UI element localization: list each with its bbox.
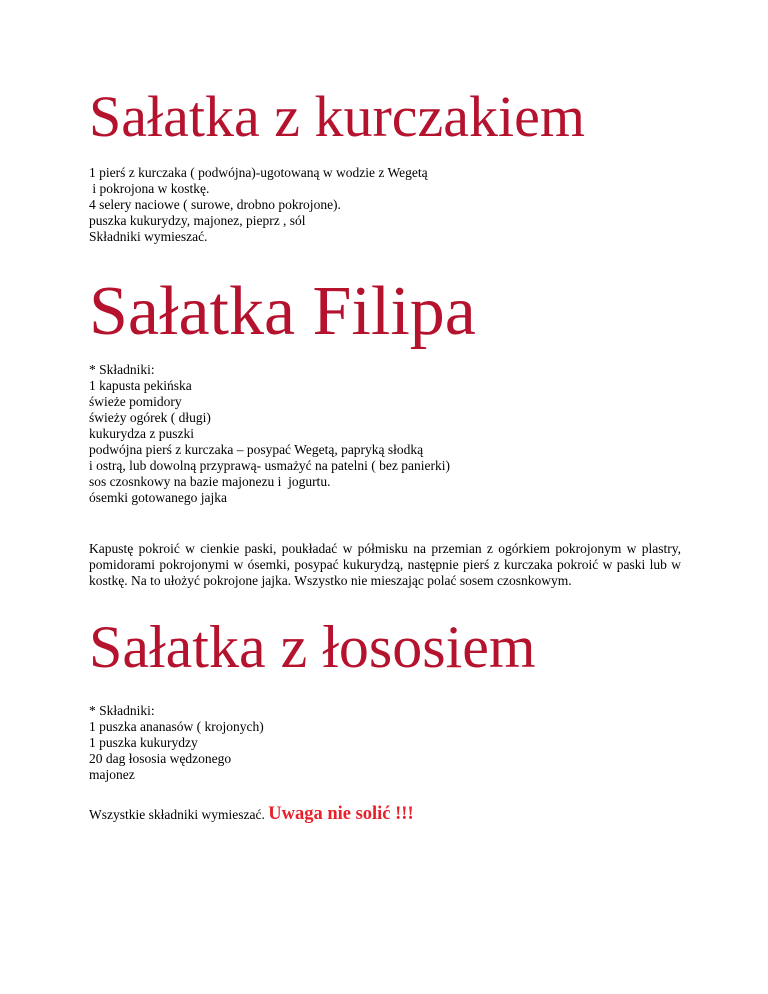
recipe-title-filip: Sałatka Filipa [89, 273, 476, 350]
ingredient-line: 20 dag łososia wędzonego [89, 751, 232, 766]
warning-no-salt: Uwaga nie solić !!! [268, 804, 414, 824]
ingredient-line: 4 selery naciowe ( surowe, drobno pokrojone). [89, 197, 341, 212]
ingredient-line: sos czosnkowy na bazie majonezu i jogurtu. [89, 474, 331, 489]
ingredient-line: ósemki gotowanego jajka [89, 490, 227, 505]
ingredient-line: i ostrą, lub dowolną przyprawą- usmażyć na patelni ( bez panierki) [89, 458, 450, 473]
recipe-title-chicken: Sałatka z kurczakiem [89, 84, 585, 149]
recipe-instructions-filip: Kapustę pokroić w cienkie paski, poukładać w półmisku na przemian z ogórkiem pokrojonym w plastry, pomidorami pokrojonymi w ósemki, posypać kukurydzą, następnie pierś z kurczaka pokroić w paski lub w kostkę. Na to ułożyć pokrojone jajka. Wszystko nie mieszając polać sosem czosnkowym. [89, 540, 681, 588]
ingredient-line: świeży ogórek ( długi) [89, 410, 211, 425]
mix-instruction: Wszystkie składniki wymieszać. [89, 807, 265, 822]
recipe-ingredients-chicken [89, 165, 681, 245]
ingredient-line: świeże pomidory [89, 394, 182, 409]
ingredient-line: podwójna pierś z kurczaka – posypać Wegetą, papryką słodką [89, 442, 424, 457]
ingredient-line: 1 puszka kukurydzy [89, 735, 198, 750]
ingredient-line: kukurydza z puszki [89, 426, 194, 441]
ingredient-line: majonez [89, 767, 135, 782]
recipe-ingredients-salmon [89, 703, 681, 783]
ingredient-line: 1 puszka ananasów ( krojonych) [89, 719, 264, 734]
ingredient-line: 1 pierś z kurczaka ( podwójna)-ugotowaną w wodzie z Wegetą [89, 165, 428, 180]
recipe-title-salmon: Sałatka z łososiem [89, 614, 536, 680]
recipe-final-line-salmon [89, 803, 681, 826]
ingredient-line: * Składniki: [89, 362, 155, 377]
ingredient-line: i pokrojona w kostkę. [89, 181, 210, 196]
ingredient-line: * Składniki: [89, 703, 155, 718]
ingredient-line: puszka kukurydzy, majonez, pieprz , sól [89, 213, 306, 228]
ingredient-line: 1 kapusta pekińska [89, 378, 192, 393]
ingredient-line: Składniki wymieszać. [89, 229, 208, 244]
recipe-ingredients-filip [89, 362, 681, 506]
